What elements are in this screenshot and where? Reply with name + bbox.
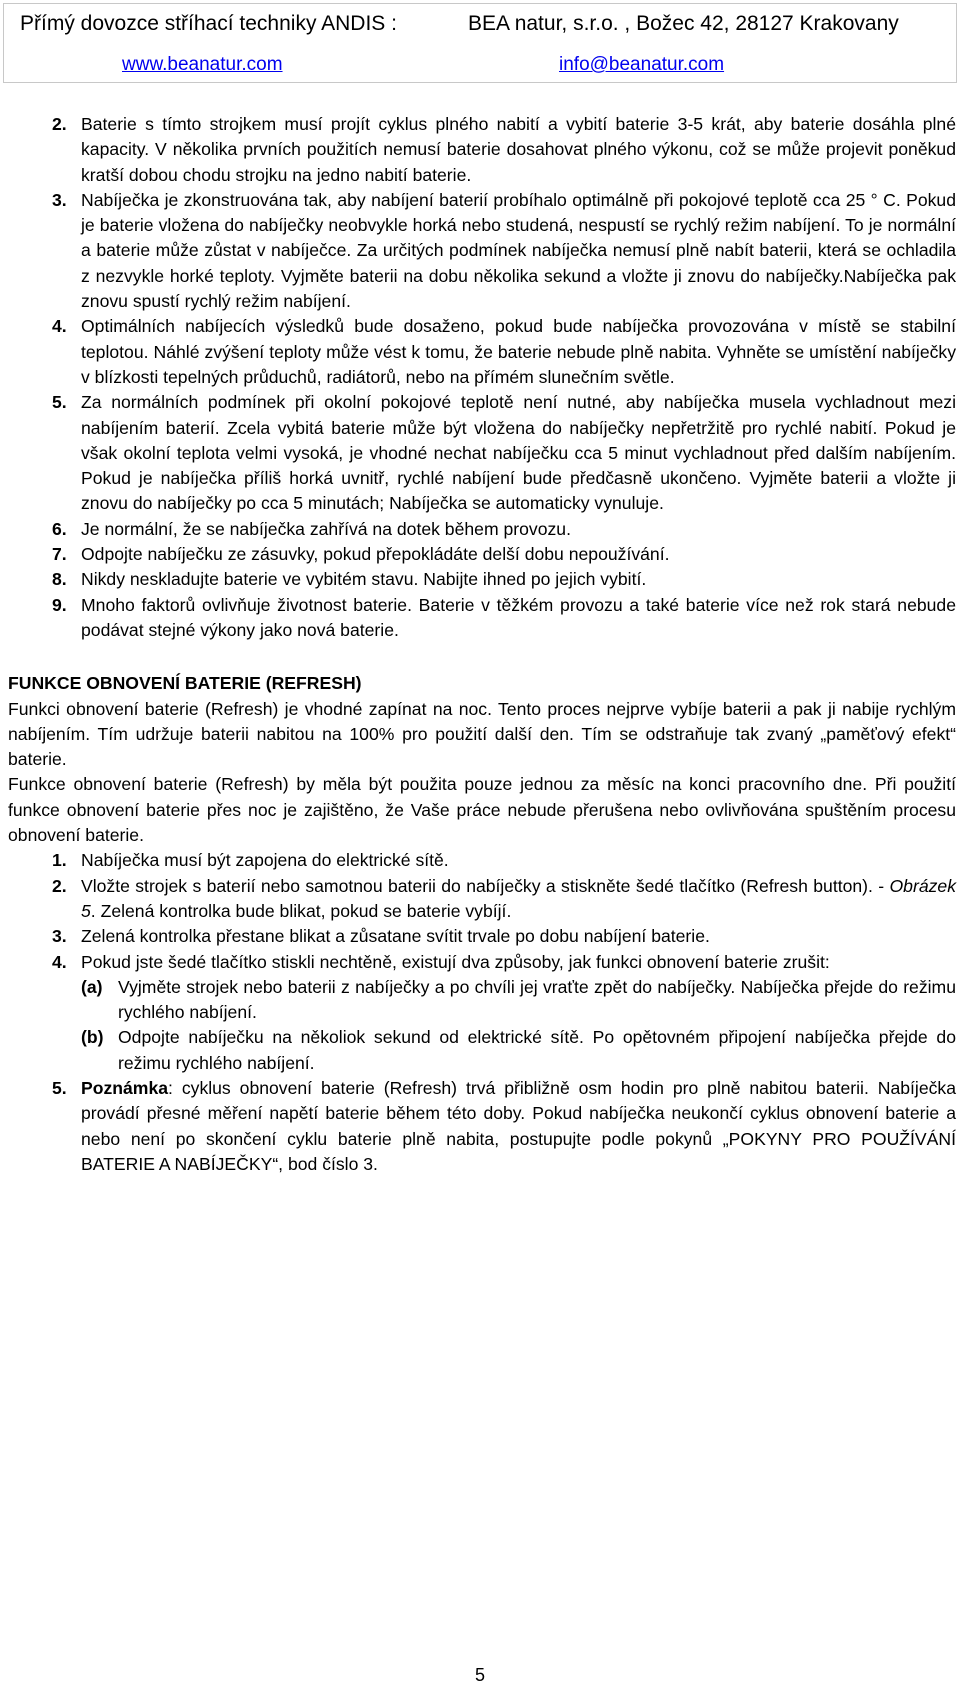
list-item xyxy=(8,874,956,925)
page-number: 5 xyxy=(474,1665,485,1685)
document-body xyxy=(8,112,956,1177)
item-text: Pokud jste šedé tlačítko stiskli nechtěně, existují dva způsoby, jak funkci obnovení baterie zrušit: xyxy=(81,951,830,972)
item-text: Nabíječka je zkonstruována tak, aby nabíjení baterií probíhalo optimálně při pokojové teplotě cca 25 ° C. Pokud je baterie vložena do nabíječky neobvykle horká nebo studená, nespustí se rychlý režim nabíjení. To je normální a baterie může zůstat v nabíječce. Za určitých podmínek nabíječka nemusí plně nabít baterii, která se ochladila z nezvykle horké teploty. Vyjměte baterii na dobu několika sekund a vložte ji znovu do nabíječky.Nabíječka pak znovu spustí rychlý režim nabíjení. xyxy=(81,189,956,312)
item-number: 2. xyxy=(52,875,67,896)
item-number: 5. xyxy=(52,1077,67,1098)
item-number: 6. xyxy=(52,518,67,539)
item-number: 1. xyxy=(52,850,67,871)
item-number: 4. xyxy=(52,316,67,337)
section-paragraph-1: Funkci obnovení baterie (Refresh) je vhodné zapínat na noc. Tento proces nejprve vybíje baterii a pak ji nabije rychlým nabíjením. Tím udržuje baterii nabitou na 100% pro použití další den. Tím se odstraňuje tak zvaný „paměťový efekt“ baterie. xyxy=(8,698,956,770)
list-item xyxy=(8,950,956,975)
page-header xyxy=(3,3,957,83)
item-text-continued: . Zelená kontrolka bude blikat, pokud se baterie vybíjí. xyxy=(90,900,512,921)
item-number: 5. xyxy=(52,392,67,413)
sub-item-letter: (b) xyxy=(81,1027,104,1048)
email-link[interactable]: info@beanatur.com xyxy=(559,54,725,75)
item-text: Optimálních nabíjecích výsledků bude dosaženo, pokud bude nabíječka provozována v místě se stabilní teplotou. Náhlé zvýšení teploty může vést k tomu, že baterie nebude plně nabita. Vyhněte se umístění nabíječky v blízkosti tepelných průduchů, radiátorů, nebo na přímém slunečním světle. xyxy=(81,316,956,387)
note-label: Poznámka xyxy=(81,1077,169,1098)
item-number: 9. xyxy=(52,594,67,615)
item-number: 2. xyxy=(52,114,67,134)
sub-item-letter: (a) xyxy=(81,976,103,997)
list-item xyxy=(8,1076,956,1177)
item-number: 4. xyxy=(52,951,67,972)
sub-list-item xyxy=(8,1025,956,1076)
section-heading: FUNKCE OBNOVENÍ BATERIE (REFRESH) xyxy=(8,673,362,694)
item-text: : cyklus obnovení baterie (Refresh) trvá přibližně osm hodin pro plně nabitou baterii. Nabíječka provádí přesné měření napětí baterie během této doby. Pokud nabíječka neukončí cyklus obnovení baterie a nebo není po skončení cyklu baterie plně nabita, postupujte podle pokynů „POKYNY PRO POUŽÍVÁNÍ BATERIE A NABÍJEČKY“, bod číslo 3. xyxy=(81,1077,956,1174)
item-text: Je normální, že se nabíječka zahřívá na dotek během provozu. xyxy=(81,518,571,539)
list-item xyxy=(8,314,956,390)
item-number: 3. xyxy=(52,189,67,210)
item-text: Nikdy neskladujte baterie ve vybitém stavu. Nabijte ihned po jejich vybití. xyxy=(81,569,647,590)
list-item xyxy=(8,188,956,314)
refresh-steps-list xyxy=(8,848,956,1177)
header-line xyxy=(20,12,899,36)
item-text: Baterie s tímto strojkem musí projít cyklus plného nabití a vybití baterie 3-5 krát, aby baterie dosáhla plné kapacity. V několika prvních použitích nemusí baterie dosahovat plného výkonu, což se může projevit poněkud kratší dobou chodu strojku na jedno nabití baterie. xyxy=(81,114,956,185)
list-item xyxy=(8,848,956,873)
sub-item-text: Vyjměte strojek nebo baterii z nabíječky a po chvíli jej vraťte zpět do nabíječky. Nabíječka přejde do režimu rychlého nabíjení. xyxy=(118,976,956,1023)
list-item xyxy=(8,567,956,592)
item-number: 7. xyxy=(52,544,67,565)
battery-instructions-list xyxy=(8,112,956,643)
item-text: Zelená kontrolka přestane blikat a zůsatane svítit trvale po dobu nabíjení baterie. xyxy=(81,926,710,947)
list-item xyxy=(8,924,956,949)
item-number: 8. xyxy=(52,569,67,590)
header-company: BEA natur, s.r.o. , Božec 42, 28127 Krakovany xyxy=(468,12,899,35)
header-title: Přímý dovozce stříhací techniky ANDIS : xyxy=(20,12,397,35)
item-text: Mnoho faktorů ovlivňuje životnost baterie. Baterie v těžkém provozu a také baterie více než rok stará nebude podávat stejné výkony jako nová baterie. xyxy=(81,594,956,640)
figure-reference: Obrázek 5 xyxy=(81,875,956,921)
list-item xyxy=(8,112,956,188)
sub-list-item xyxy=(8,975,956,1026)
list-item xyxy=(8,390,956,516)
list-item xyxy=(8,542,956,567)
list-item xyxy=(8,593,956,644)
section-paragraph-2: Funkce obnovení baterie (Refresh) by měla být použita pouze jednou za měsíc na konci pracovního dne. Při použití funkce obnovení baterie přes noc je zajištěno, že Vaše práce nebude přerušena nebo ovlivňována spuštěním procesu obnovení baterie. xyxy=(8,774,956,846)
sub-item-text: Odpojte nabíječku na několiok sekund od elektrické sítě. Po opětovném připojení nabíječka přejde do režimu rychlého nabíjení. xyxy=(118,1027,956,1073)
item-text: Nabíječka musí být zapojena do elektrické sítě. xyxy=(81,850,449,871)
item-text: Odpojte nabíječku ze zásuvky, pokud přepokládáte delší dobu nepoužívání. xyxy=(81,544,670,565)
item-text: Vložte strojek s baterií nebo samotnou baterii do nabíječky a stiskněte šedé tlačítko (Refresh button). - xyxy=(81,875,890,896)
item-text: Za normálních podmínek při okolní pokojové teplotě není nutné, aby nabíječka musela vychladnout mezi nabíjením baterií. Zcela vybitá baterie může být vložena do nabíječky nepřetržitě pro rychlé nabití. Pokud je však okolní teplota velmi vysoká, je vhodné nechat nabíječku cca 5 minut vychladnout před dalším nabíjením. Pokud je nabíječka příliš horká uvnitř, rychlé nabíjení bude předčasně ukončeno. Vyjměte baterii a vložte ji znovu do nabíječky po cca 5 minutách; Nabíječka se automaticky vynuluje. xyxy=(81,392,956,514)
item-number: 3. xyxy=(52,926,67,947)
list-item xyxy=(8,517,956,542)
website-link[interactable]: www.beanatur.com xyxy=(122,54,283,75)
